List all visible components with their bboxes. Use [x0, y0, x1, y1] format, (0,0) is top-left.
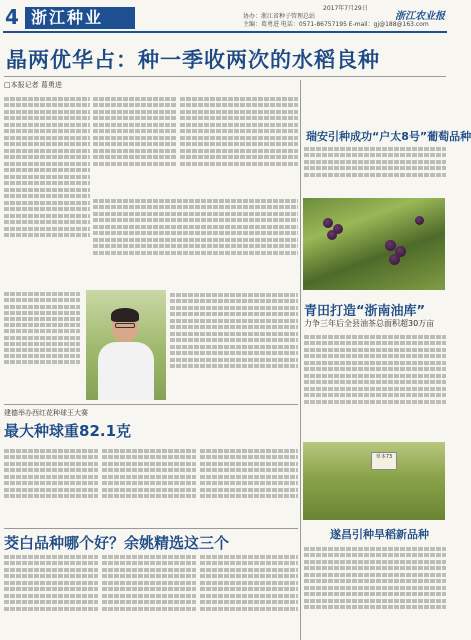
article-column-4	[93, 196, 298, 284]
article-column-5	[170, 290, 298, 400]
section-banner	[25, 7, 135, 29]
oil-tea-story-text	[304, 332, 446, 438]
headline-divider	[4, 76, 446, 77]
byline: □本报记者 葛勇进	[4, 81, 62, 89]
story-subtitle-oil-tea: 力争三年后全县油茶总面积超30万亩	[304, 319, 435, 328]
saffron-title: 最大种球重82.1克	[4, 422, 132, 440]
story-title-grape: 瑞安引种成功“户太8号”葡萄品种	[306, 130, 471, 143]
story-title-oil-tea: 青田打造“浙南油库”	[304, 304, 426, 319]
meta-line-1: 协办：浙江省种子管理总站	[243, 13, 316, 20]
issue-date: 2017年7月29日	[323, 5, 368, 12]
main-headline: 晶两优华占：种一季收两次的水稻良种	[6, 48, 380, 72]
saffron-story-col-3	[200, 446, 298, 524]
water-bamboo-title: 茭白品种哪个好？余姚精选这三个	[4, 534, 230, 552]
article-column-1	[4, 94, 90, 284]
column-divider	[300, 80, 301, 640]
middle-divider	[4, 404, 298, 405]
person-photo	[86, 290, 166, 400]
saffron-story-col-2	[102, 446, 196, 524]
saffron-story-col-1	[4, 446, 98, 524]
water-bamboo-col-2	[102, 552, 196, 638]
page-number: 4	[5, 5, 19, 29]
meta-line-2: 主编：葛勇进 电话：0571-86757195 E-mail：gj@188@163.com	[243, 21, 429, 28]
water-bamboo-col-3	[200, 552, 298, 638]
article-column-3	[180, 94, 298, 194]
water-bamboo-col-1	[4, 552, 98, 638]
masthead	[3, 3, 447, 33]
story-title-upland-rice: 遂昌引种旱稻新品种	[330, 528, 429, 541]
section-title: 浙江种业	[31, 8, 104, 27]
saffron-pretitle: 建德举办西红花种球王大赛	[4, 409, 88, 417]
upland-rice-story-text	[304, 544, 446, 638]
photo-caption	[4, 290, 80, 400]
article-column-2	[93, 94, 177, 194]
grape-photo	[303, 198, 445, 290]
grape-story-text	[304, 144, 446, 196]
newspaper-brand: 浙江农业报	[395, 11, 445, 22]
upland-rice-photo	[303, 442, 445, 520]
field-sign: 草本73	[371, 452, 397, 470]
bottom-divider	[4, 528, 298, 529]
